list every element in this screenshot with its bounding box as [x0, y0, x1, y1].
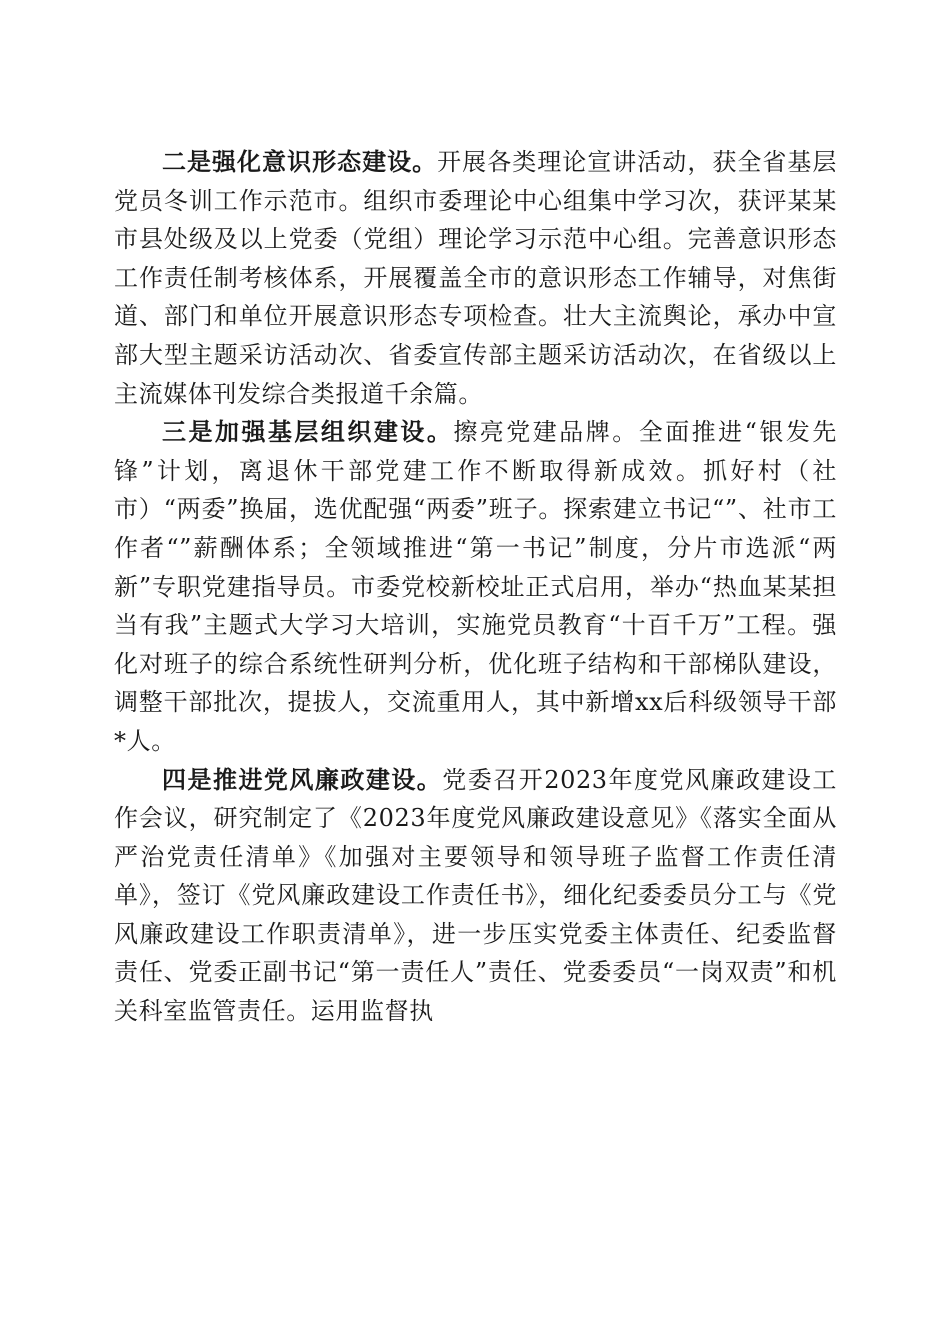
paragraph-body: 开展各类理论宣讲活动，获全省基层党员冬训工作示范市。组织市委理论中心组集中学习次，获评某某市县处级及以上党委（党组）理论学习示范中心组。完善意识形态工作责任制考核体系，开展覆盖全市的意识形态工作辅导，对焦街道、部门和单位开展意识形态专项检查。壮大主流舆论，承办中宣部大型主题采访活动次、省委宣传部主题采访活动次，在省级以上主流媒体刊发综合类报道千余篇。	[114, 148, 837, 408]
document-page	[114, 143, 837, 1031]
paragraph-lead: 四是推进党风廉政建设。	[162, 764, 443, 794]
paragraph-lead: 三是加强基层组织建设。	[162, 417, 454, 447]
paragraph-body: 党委召开2023年度党风廉政建设工作会议，研究制定了《2023年度党风廉政建设意见》《落实全面从严治党责任清单》《加强对主要领导和领导班子监督工作责任清单》，签订《党风廉政建设工作责任书》，细化纪委委员分工与《党风廉政建设工作职责清单》，进一步压实党委主体责任、纪委监督责任、党委正副书记“第一责任人”责任、党委委员“一岗双责”和机关科室监管责任。运用监督执	[114, 765, 837, 1026]
paragraph-body: 擦亮党建品牌。全面推进“银发先锋”计划，离退休干部党建工作不断取得新成效。抓好村（社市）“两委”换届，选优配强“两委”班子。探索建立书记“”、社市工作者“”薪酬体系；全领域推进“第一书记”制度，分片市选派“两新”专职党建指导员。市委党校新校址正式启用，举办“热血某某担当有我”主题式大学习大培训，实施党员教育“十百千万”工程。强化对班子的综合系统性研判分析，优化班子结构和干部梯队建设，调整干部批次，提拔人，交流重用人，其中新增xx后科级领导干部*人。	[114, 418, 837, 755]
paragraph-integrity	[114, 761, 837, 1031]
paragraph-ideology	[114, 143, 837, 413]
paragraph-lead: 二是强化意识形态建设。	[162, 147, 438, 176]
paragraph-grassroots	[114, 413, 837, 760]
